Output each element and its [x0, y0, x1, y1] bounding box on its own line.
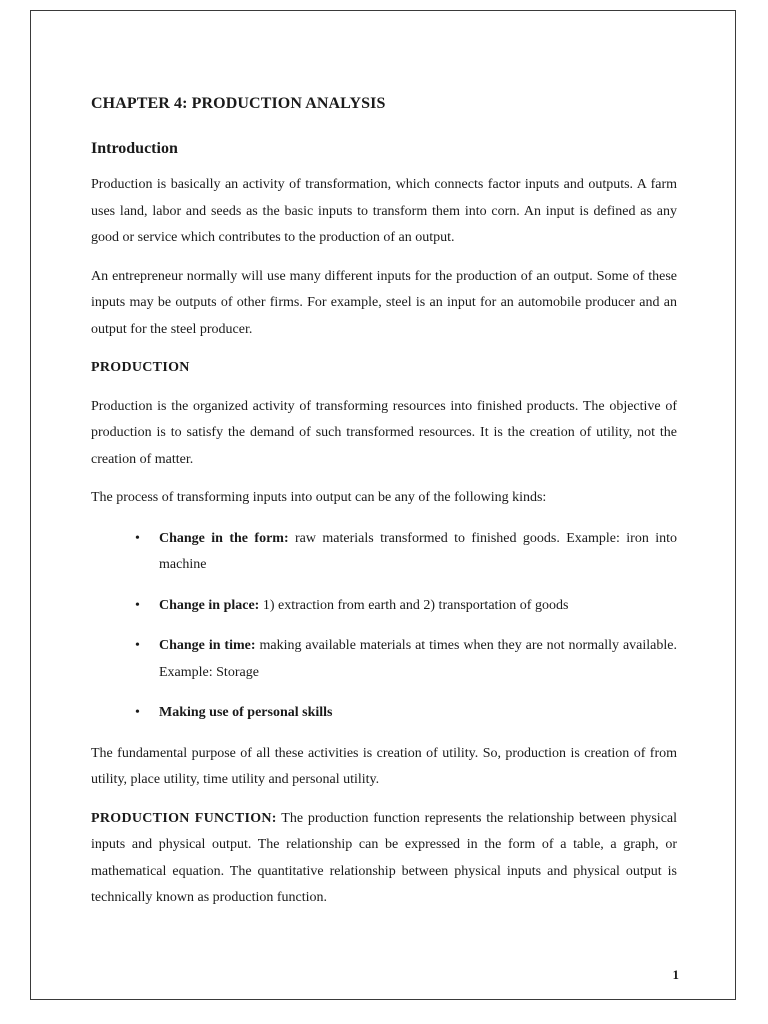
list-item-term: Change in time: — [159, 638, 256, 653]
bullet-icon: • — [135, 597, 140, 613]
production-function-paragraph — [91, 806, 677, 912]
production-heading: PRODUCTION — [91, 360, 190, 375]
list-item-term: Change in the form: — [159, 530, 289, 546]
list-item-text: raw materials transformed to finished goods. Example: iron into machine — [159, 530, 678, 572]
page-content — [91, 93, 677, 912]
production-kinds-intro: The process of transforming inputs into output can be any of the following kinds: — [91, 490, 547, 505]
list-item-personal-skills — [91, 700, 677, 727]
production-summary: The fundamental purpose of all these activities is creation of utility. So, production is creation of from utility, place utility, time utility and personal utility. — [91, 745, 677, 787]
bullet-icon: • — [135, 705, 140, 720]
production-function-text: The production function represents the relationship between physical inputs and physical output. The relationship can be expressed in the form of a table, a graph, or mathematical equation. The quantitative relationship between physical inputs and physical output is technically known as production function. — [91, 810, 678, 905]
chapter-title: CHAPTER 4: PRODUCTION ANALYSIS — [91, 95, 386, 112]
introduction-heading: Introduction — [91, 140, 178, 157]
list-item-text: making available materials at times when they are not normally available. Example: Storage — [159, 638, 677, 680]
bullet-icon: • — [135, 530, 140, 546]
list-item-term: Making use of personal skills — [159, 705, 333, 720]
list-item-change-in-form — [91, 526, 677, 579]
bullet-icon: • — [135, 638, 140, 653]
document-page — [30, 10, 736, 1000]
production-kinds-list — [91, 526, 677, 727]
introduction-paragraph-2: An entrepreneur normally will use many different inputs for the production of an output. Some of these inputs may be outputs of other firms. For example, steel is an input for an automobile producer and an output for the steel producer. — [91, 268, 677, 337]
production-function-term: PRODUCTION FUNCTION: — [91, 810, 277, 826]
production-definition: Production is the organized activity of transforming resources into finished products. The objective of production is to satisfy the demand of such transformed resources. It is the creation of utility, not the creation of matter. — [91, 398, 677, 467]
list-item-change-in-place — [91, 593, 677, 620]
list-item-text: 1) extraction from earth and 2) transportation of goods — [259, 597, 569, 613]
list-item-term: Change in place: — [159, 597, 260, 613]
page-number: 1 — [672, 967, 679, 982]
introduction-paragraph-1: Production is basically an activity of transformation, which connects factor inputs and outputs. A farm uses land, labor and seeds as the basic inputs to transform them into corn. An input is defined as any good or service which contributes to the production of an output. — [91, 177, 677, 245]
list-item-change-in-time — [91, 633, 677, 686]
